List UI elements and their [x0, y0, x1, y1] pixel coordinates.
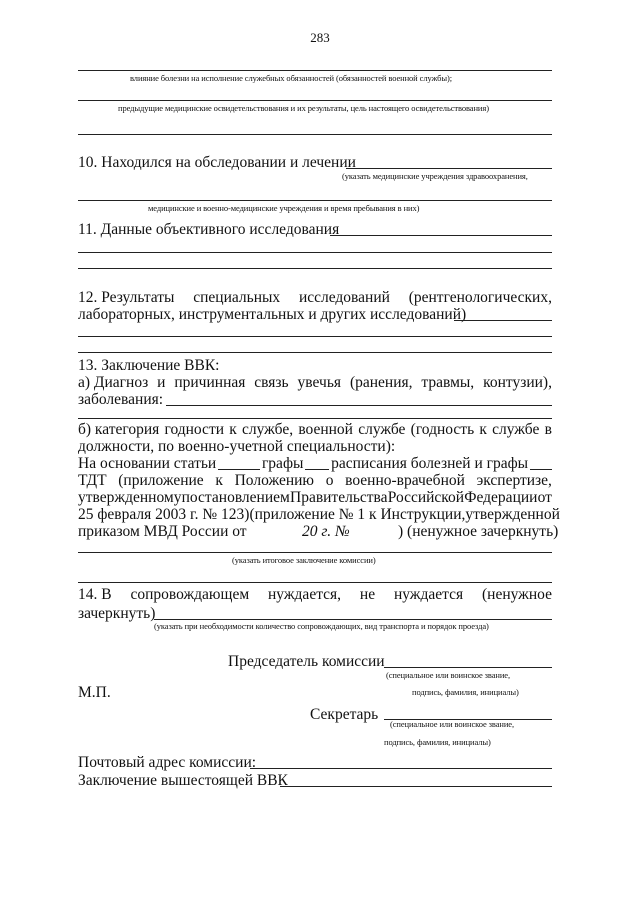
word: не — [359, 586, 376, 603]
word: утвержденному — [78, 489, 182, 506]
word: экспертизе, — [476, 472, 552, 489]
word: связь — [254, 374, 289, 391]
fill-line[interactable] — [78, 134, 552, 135]
chair-label: Председатель комиссии — [228, 653, 385, 670]
caption-influence: влияние болезни на исполнение служебных обязанностей (обязанностей военной службы); — [130, 73, 452, 83]
word: (годность — [410, 421, 475, 438]
word: (ранения, — [349, 374, 413, 391]
basis-text-a: На основании статьи — [78, 455, 217, 472]
decree-line — [78, 506, 560, 524]
caption-chair-2: подпись, фамилия, инициалы) — [412, 687, 519, 697]
word: от — [537, 489, 552, 506]
order-year: 20 г. № — [302, 523, 350, 540]
word: травмы, — [421, 374, 475, 391]
word: годности — [164, 421, 225, 438]
segment: (приложение № 1 к Инструкции, — [249, 506, 466, 523]
segment: 25 февраля 2003 г. № 123) — [78, 506, 250, 523]
word: о — [325, 472, 334, 489]
word: (приложение — [118, 472, 204, 489]
word: в — [544, 421, 552, 438]
word: увечья — [297, 374, 342, 391]
item-10-fill-line[interactable] — [346, 168, 552, 169]
word: а) Диагноз — [78, 374, 149, 391]
item-10-label: 10. Находился на обследовании и лечении — [78, 154, 356, 171]
fill-line[interactable] — [78, 268, 552, 269]
word: военно-врачебной — [345, 472, 465, 489]
postal-address-label: Почтовый адрес комиссии: — [78, 754, 257, 771]
caption-secretary-1: (специальное или воинское звание, — [390, 719, 515, 729]
word: и — [157, 374, 166, 391]
word: Правительства — [290, 489, 388, 506]
item-14-line-2: зачеркнуть) — [78, 605, 156, 622]
word: военной — [298, 421, 353, 438]
word: службе — [358, 421, 406, 438]
column-blank-2[interactable] — [530, 455, 552, 470]
word: исследований — [298, 289, 390, 306]
article-blank[interactable] — [218, 455, 260, 470]
basis-line — [78, 455, 552, 473]
higher-vvk-label: Заключение вышестоящей ВВК — [78, 772, 288, 789]
higher-vvk-line[interactable] — [280, 786, 552, 787]
item-13-label: 13. Заключение ВВК: — [78, 357, 220, 374]
tdt-line — [78, 472, 552, 490]
secretary-label: Секретарь — [310, 706, 379, 723]
word: службе, — [241, 421, 294, 438]
word: (рентгенологических, — [408, 289, 552, 306]
order-text-b: ) (ненужное зачеркнуть) — [398, 523, 559, 540]
word: (ненужное — [481, 586, 552, 603]
word: Российской — [387, 489, 465, 506]
word: б) категория — [78, 421, 160, 438]
item-14-fill-line[interactable] — [154, 619, 552, 620]
segment: утвержденной — [465, 506, 560, 523]
item-12-fill-line[interactable] — [454, 320, 552, 321]
word: контузии), — [483, 374, 552, 391]
item-13a-line-2: заболевания: — [78, 391, 164, 408]
caption-final-conclusion: (указать итоговое заключение комиссии) — [232, 555, 376, 565]
fill-line[interactable] — [78, 352, 552, 353]
caption-escort: (указать при необходимости количество сопровождающих, вид транспорта и порядок проезда) — [154, 621, 489, 631]
word: ТДТ — [78, 472, 107, 489]
word: специальных — [193, 289, 281, 306]
fill-line[interactable] — [78, 100, 552, 101]
fill-line[interactable] — [78, 582, 552, 583]
word: службе — [492, 421, 540, 438]
item-12-line-1 — [78, 289, 552, 307]
word: 12. Результаты — [78, 289, 175, 306]
stamp-label: М.П. — [78, 684, 111, 701]
order-text-a: приказом МВД России от — [78, 523, 247, 540]
item-13b-line-1 — [78, 421, 552, 439]
item-14-line-1 — [78, 586, 552, 604]
caption-institutions-1: (указать медицинские учреждения здравоохранения, — [342, 171, 528, 181]
postal-address-line[interactable] — [250, 768, 552, 769]
item-13b-line-2: должности, по военно-учетной специальности): — [78, 438, 396, 455]
word: нуждается, — [268, 586, 342, 603]
caption-secretary-2: подпись, фамилия, инициалы) — [384, 737, 491, 747]
item-12-line-2: лабораторных, инструментальных и других исследований) — [78, 306, 467, 323]
caption-previous: предыдущие медицинские освидетельствования и их результаты, цель настоящего освидетельствования) — [118, 103, 489, 113]
basis-text-b: графы — [261, 455, 304, 472]
word: постановлением — [181, 489, 290, 506]
fill-line[interactable] — [78, 252, 552, 253]
column-blank[interactable] — [305, 455, 329, 470]
fill-line[interactable] — [78, 200, 552, 201]
fill-line[interactable] — [78, 418, 552, 419]
word: Федерации — [464, 489, 538, 506]
item-13a-line-1 — [78, 374, 552, 392]
word: к — [215, 472, 223, 489]
item-13a-fill-line[interactable] — [166, 405, 552, 406]
word: сопровождающем — [130, 586, 250, 603]
basis-text-c: расписания болезней и графы — [331, 455, 529, 472]
fill-line[interactable] — [78, 70, 552, 71]
page-number: 283 — [310, 30, 330, 45]
caption-institutions-2: медицинские и военно-медицинские учреждения и время пребывания в них) — [148, 203, 420, 213]
approved-line — [78, 489, 552, 507]
word: к — [479, 421, 487, 438]
word: к — [229, 421, 237, 438]
word: нуждается — [393, 586, 464, 603]
caption-chair-1: (специальное или воинское звание, — [386, 670, 511, 680]
item-11-label: 11. Данные объективного исследования — [78, 221, 340, 238]
chair-signature-line[interactable] — [384, 667, 552, 668]
word: 14. В — [78, 586, 112, 603]
item-11-fill-line[interactable] — [330, 235, 552, 236]
fill-line[interactable] — [78, 336, 552, 337]
word: причинная — [174, 374, 246, 391]
final-conclusion-line[interactable] — [78, 552, 552, 553]
word: Положению — [234, 472, 315, 489]
